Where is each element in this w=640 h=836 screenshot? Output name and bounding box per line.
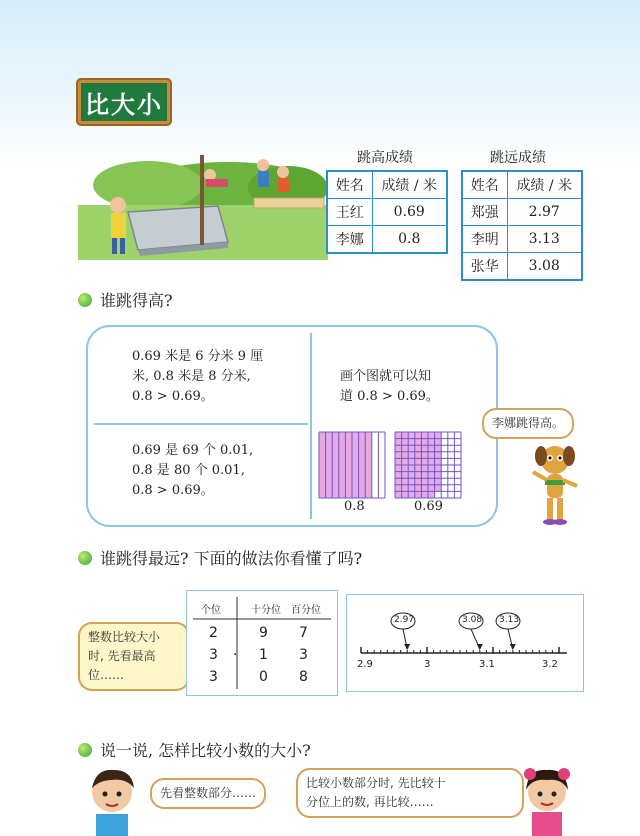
place-header-ones: 个位 [201,605,221,616]
marker-arrowhead [404,644,410,650]
digit: 3 [209,647,218,663]
table-row [327,199,447,226]
grid-label: 0.69 [414,499,443,514]
cartoon-dog [525,442,585,532]
integer-compare-bubble: 整数比较大小 时, 先看最高 位…… [78,622,190,691]
long-jump-table [461,170,583,281]
number-line-chart [346,594,584,692]
bullet-dot-icon [78,293,92,307]
grid-0-69 [394,431,462,499]
question-1-heading [78,288,173,311]
marker-arrowhead [510,644,516,650]
table-cell: 李娜 [327,226,372,254]
decimal-point: · [233,647,238,663]
table-cell: 李明 [462,226,507,253]
table-header: 成绩 / 米 [372,171,447,199]
place-header-tenths: 十分位 [251,605,281,616]
question-2-text: 谁跳得最远? 下面的做法你看懂了吗? [100,549,363,568]
lesson-title: 比大小 [78,80,170,124]
table-cell: 王红 [327,199,372,226]
panel-divider [94,423,308,425]
table-row [462,226,582,253]
li-na-bubble: 李娜跳得高。 [482,408,574,439]
shaded-cell [435,432,442,439]
digit: 0 [259,669,268,685]
method-text-hundredths: 0.69 是 69 个 0.01, 0.8 是 80 个 0.01, 0.8 > 0.69。 [132,443,254,498]
girl-character [516,764,578,836]
methods-panel [86,325,498,527]
table-header: 姓名 [462,171,507,199]
shaded-cell [435,472,442,479]
shaded-cell [435,452,442,459]
decimal-part-bubble: 比较小数部分时, 先比较十 分位上的数, 再比较…… [296,768,524,818]
number-line [347,595,583,691]
panel-divider [310,333,312,519]
table-cell: 3.13 [507,226,582,253]
axis-label: 3.2 [542,659,558,670]
bullet-dot-icon [78,743,92,757]
digit: 3 [299,647,308,663]
axis-label: 3.1 [479,659,495,670]
place-value-chart [186,590,338,696]
shaded-column [326,432,333,498]
shaded-cell [435,458,442,465]
digit: 9 [259,625,268,641]
marker-label-3-13: 3.13 [499,615,520,625]
shaded-cell [435,478,442,485]
marker-label-3-08: 3.08 [462,615,483,625]
marker-arrowhead [477,644,483,650]
shaded-cell [435,445,442,452]
long-jump-caption: 跳远成绩 [490,150,546,166]
question-2-heading [78,546,362,569]
table-cell: 2.97 [507,199,582,226]
table-header-row [462,171,582,199]
digit: 3 [209,669,218,685]
table-cell: 张华 [462,253,507,281]
question-3-heading [78,738,311,761]
high-jump-table [326,170,448,254]
marker-label-2-97: 2.97 [394,615,415,625]
axis-label: 2.9 [357,659,373,670]
shaded-column [319,432,326,498]
digit: 2 [209,625,218,641]
shaded-column [359,432,366,498]
shaded-column [345,432,352,498]
grid-label: 0.8 [344,499,365,514]
axis-label: 3 [424,659,431,670]
shaded-column [332,432,339,498]
digit: 1 [259,647,268,663]
high-jump-caption: 跳高成绩 [357,150,413,166]
table-row [462,199,582,226]
table-cell: 0.8 [372,226,447,254]
shaded-column [352,432,359,498]
digit: 8 [299,669,308,685]
table-header: 成绩 / 米 [507,171,582,199]
high-jump-illustration [78,150,328,260]
digit: 7 [299,625,308,641]
shaded-cell [435,439,442,446]
method-text-decimeter: 0.69 米是 6 分米 9 厘 米, 0.8 米是 8 分米, 0.8 > 0.69。 [132,349,264,404]
question-1-text: 谁跳得高? [100,291,173,310]
table-cell: 郑强 [462,199,507,226]
integer-part-bubble: 先看整数部分…… [150,778,266,809]
shaded-column [339,432,346,498]
shaded-cell [435,485,442,492]
table-row [327,226,447,254]
table-cell: 3.08 [507,253,582,281]
boy-character [82,766,144,836]
question-3-text: 说一说, 怎样比较小数的大小? [100,741,311,760]
table-row [462,253,582,281]
table-header-row [327,171,447,199]
table-header: 姓名 [327,171,372,199]
shaded-column [365,432,372,498]
place-header-hundredths: 百分位 [291,605,321,616]
bullet-dot-icon [78,551,92,565]
method-text-drawing: 画个图就可以知 道 0.8 > 0.69。 [340,369,439,404]
grid-0-8 [318,431,386,499]
shaded-cell [435,465,442,472]
table-cell: 0.69 [372,199,447,226]
